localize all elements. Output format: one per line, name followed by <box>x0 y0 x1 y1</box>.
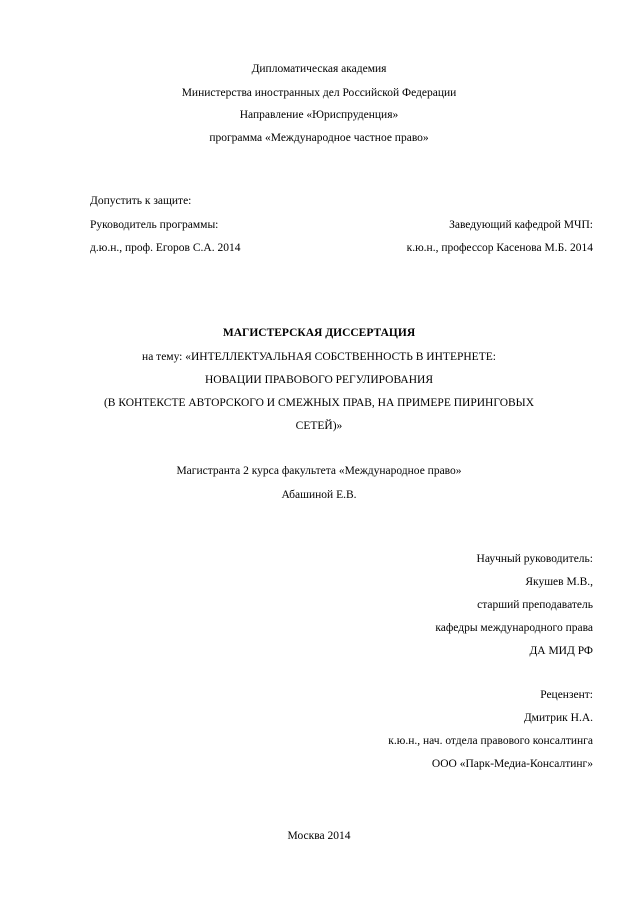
supervisor-department: кафедры международного права <box>435 622 593 634</box>
reviewer-name: Дмитрик Н.А. <box>523 712 593 724</box>
supervisor-title: Научный руководитель: <box>476 553 593 565</box>
program-head-name: д.ю.н., проф. Егоров С.А. 2014 <box>90 242 241 254</box>
program-head-title: Руководитель программы: <box>90 219 219 231</box>
reviewer-org: ООО «Парк-Медиа-Консалтинг» <box>431 758 593 770</box>
supervisor-position: старший преподаватель <box>477 599 593 611</box>
thesis-topic-line3: (В КОНТЕКСТЕ АВТОРСКОГО И СМЕЖНЫХ ПРАВ, НА ПРИМЕРЕ ПИРИНГОВЫХ <box>103 397 535 409</box>
thesis-type: МАГИСТЕРСКАЯ ДИССЕРТАЦИЯ <box>222 327 416 339</box>
thesis-topic-line4: СЕТЕЙ)» <box>295 420 343 432</box>
thesis-topic-line2: НОВАЦИИ ПРАВОВОГО РЕГУЛИРОВАНИЯ <box>204 374 434 386</box>
footer-city-year: Москва 2014 <box>287 830 351 842</box>
chair-head-title: Заведующий кафедрой МЧП: <box>449 219 593 231</box>
author-name: Абашиной Е.В. <box>281 489 357 501</box>
thesis-topic-line1: на тему: «ИНТЕЛЛЕКТУАЛЬНАЯ СОБСТВЕННОСТЬ В ИНТЕРНЕТЕ: <box>142 351 496 363</box>
reviewer-title: Рецензент: <box>540 689 593 701</box>
header-program: программа «Международное частное право» <box>209 132 429 144</box>
supervisor-org: ДА МИД РФ <box>529 645 593 657</box>
approval-admit: Допустить к защите: <box>90 195 192 207</box>
reviewer-position: к.ю.н., нач. отдела правового консалтинга <box>388 735 593 747</box>
supervisor-name: Якушев М.В., <box>525 576 593 588</box>
author-course: Магистранта 2 курса факультета «Международное право» <box>176 465 462 477</box>
chair-head-name: к.ю.н., профессор Касенова М.Б. 2014 <box>406 242 593 254</box>
header-academy: Дипломатическая академия <box>251 63 387 75</box>
header-direction: Направление «Юриспруденция» <box>239 109 399 121</box>
header-ministry: Министерства иностранных дел Российской Федерации <box>181 87 457 99</box>
